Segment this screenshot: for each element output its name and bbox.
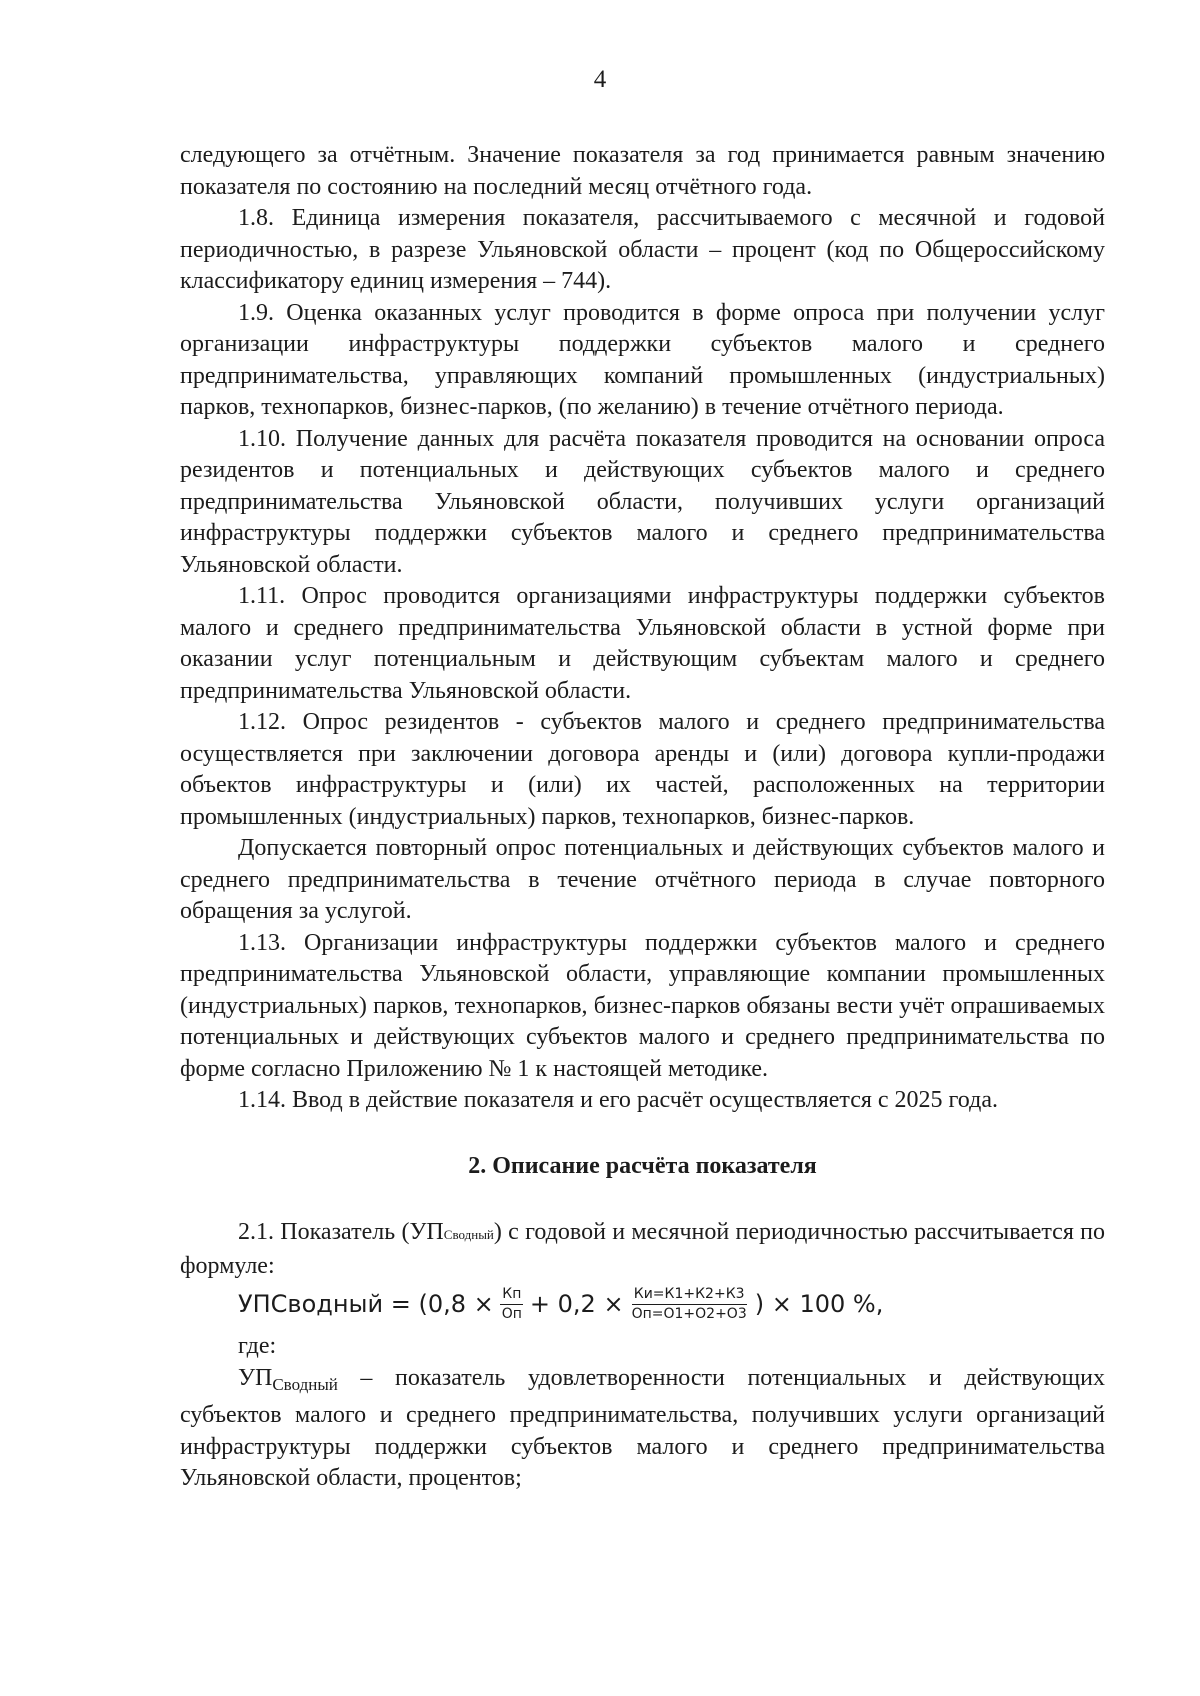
paragraph-1-13: 1.13. Организации инфраструктуры поддержки субъектов малого и среднего предпринимательства Ульяновской области, управляющие компании промышленных (индустриальных) парков, технопарков, бизнес-парков обязаны вести учёт опрашиваемых потенциальных и действующих субъектов малого и среднего предпринимательства по форме согласно Приложению № 1 к настоящей методике. xyxy=(180,929,1105,1082)
fraction-1-numerator: Кп xyxy=(500,1286,523,1305)
fraction-1 xyxy=(500,1286,524,1323)
paragraph-1-8: 1.8. Единица измерения показателя, рассчитываемого с месячной и годовой периодичностью, в разрезе Ульяновской области – процент (код по Общероссийскому классификатору единиц измерения – 744). xyxy=(180,205,1105,294)
section-heading: 2. Описание расчёта показателя xyxy=(468,1152,817,1179)
paragraph-2-1 xyxy=(180,1217,1105,1282)
paragraph-1-9: 1.9. Оценка оказанных услуг проводится в форме опроса при получении услуг организации инфраструктуры поддержки субъектов малого и среднего предпринимательства, управляющих компаний промышленных (индустриальных) парков, технопарков, бизнес-парков, (по желанию) в течение отчётного периода. xyxy=(180,299,1105,420)
paragraph-1-14: 1.14. Ввод в действие показателя и его расчёт осуществляется с 2025 года. xyxy=(238,1087,998,1113)
p21-subscript: Сводный xyxy=(443,1227,494,1242)
document-body xyxy=(180,140,1105,1495)
page-number: 4 xyxy=(593,66,607,93)
paragraph-repeat-survey: Допускается повторный опрос потенциальных и действующих субъектов малого и среднего предпринимательства в течение отчётного периода в случае повторного обращения за услугой. xyxy=(180,835,1105,924)
fraction-2-numerator: Ки=К1+К2+К3 xyxy=(632,1286,747,1305)
p21-before: 2.1. Показатель (УП xyxy=(238,1219,444,1245)
fraction-2 xyxy=(630,1286,749,1323)
p21-after: ) с годовой и месячной периодичностью рассчитывается по формуле: xyxy=(180,1219,1106,1279)
fraction-1-denominator: Оп xyxy=(501,1306,522,1322)
formula-mid: + 0,2 × xyxy=(529,1289,624,1318)
definition-text: – показатель удовлетворенности потенциальных и действующих субъектов малого и среднего предпринимательства, получивших услуги организаций инфраструктуры поддержки субъектов малого и среднего предпринимательства Ульяновской области, процентов; xyxy=(180,1364,1105,1491)
paragraph-continuation: следующего за отчётным. Значение показателя за год принимается равным значению показателя по состоянию на последний месяц отчётного года. xyxy=(180,142,1105,200)
paragraph-1-12: 1.12. Опрос резидентов - субъектов малого и среднего предпринимательства осуществляется при заключении договора аренды и (или) договора купли-продажи объектов инфраструктуры и (или) их частей, расположенных на территории промышленных (индустриальных) парков, технопарков, бизнес-парков. xyxy=(180,709,1105,830)
definition-symbol: УП xyxy=(238,1364,273,1391)
definition-up-svodny xyxy=(180,1363,1105,1495)
formula xyxy=(238,1286,1105,1323)
formula-lhs: УПСводный = (0,8 × xyxy=(238,1289,494,1318)
fraction-2-denominator: Оп=О1+О2+О3 xyxy=(631,1306,747,1322)
paragraph-1-10: 1.10. Получение данных для расчёта показателя проводится на основании опроса резидентов и потенциальных и действующих субъектов малого и среднего предпринимательства Ульяновской области, получивших услуги организаций инфраструктуры поддержки субъектов малого и среднего предпринимательства Ульяновской области. xyxy=(180,425,1105,578)
definition-subscript: Сводный xyxy=(272,1374,338,1394)
formula-end: ) × 100 %, xyxy=(754,1289,884,1318)
where-label: где: xyxy=(238,1333,277,1359)
paragraph-1-11: 1.11. Опрос проводится организациями инфраструктуры поддержки субъектов малого и среднего предпринимательства Ульяновской области в устной форме при оказании услуг потенциальным и действующим субъектам малого и среднего предпринимательства Ульяновской области. xyxy=(180,583,1105,704)
